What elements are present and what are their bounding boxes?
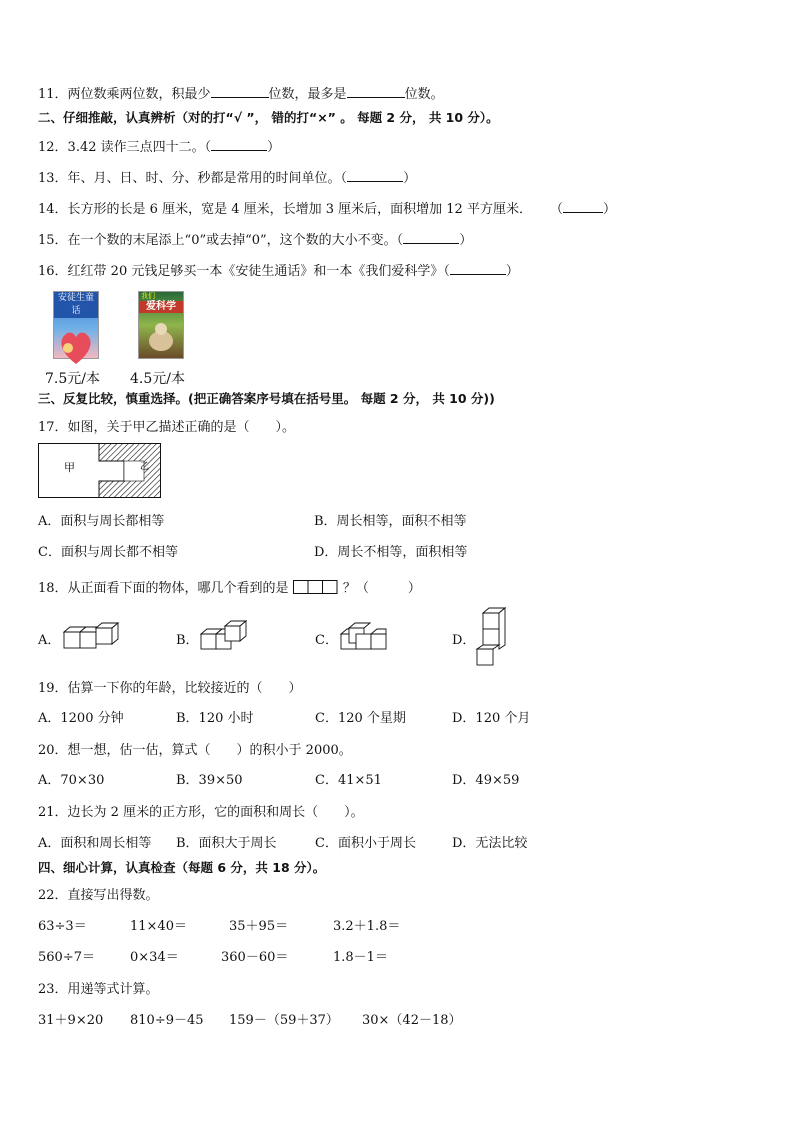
- calc-item: 11×40＝: [130, 919, 187, 934]
- calc-item: 360－60＝: [221, 950, 289, 965]
- animal-illustration: [139, 313, 183, 357]
- price-andersen: 7.5元/本: [45, 371, 100, 387]
- q17-option-a[interactable]: A．面积与周长都相等: [38, 514, 165, 529]
- jia-yi-figure: [38, 443, 162, 499]
- q18-cubes-c: [339, 622, 391, 654]
- calc-item: 3.2＋1.8＝: [333, 919, 401, 934]
- section-4-heading: 四、细心计算，认真检查（每题 6 分，共 18 分）。: [38, 860, 326, 875]
- q17-option-c[interactable]: C．面积与周长都不相等: [38, 545, 178, 560]
- answer-blank[interactable]: [347, 86, 405, 98]
- answer-blank[interactable]: [211, 139, 267, 151]
- question-18: 18．从正面看下面的物体，哪几个看到的是 ？（ ）: [38, 581, 421, 596]
- q18-cubes-d: [475, 607, 507, 667]
- calc-item: 0×34＝: [130, 950, 179, 965]
- question-12: 12．3.42 读作三点四十二。（ ）: [38, 140, 281, 155]
- calc-item: 30×（42－18）: [362, 1013, 462, 1028]
- question-11: 11．两位数乘两位数，积最少 位数，最多是 位数。: [38, 87, 444, 102]
- q18-cubes-b: [199, 620, 253, 654]
- question-19: 19．估算一下你的年龄，比较接近的（ ）: [38, 681, 302, 696]
- q20-option-c[interactable]: C．41×51: [315, 773, 382, 788]
- question-13: 13．年、月、日、时、分、秒都是常用的时间单位。（ ）: [38, 171, 417, 186]
- calc-item: 810÷9－45: [130, 1013, 204, 1028]
- heart-illustration: [54, 318, 98, 370]
- question-20: 20．想一想，估一估，算式（ ）的积小于 2000。: [38, 743, 352, 758]
- answer-blank[interactable]: [211, 86, 269, 98]
- answer-blank[interactable]: [450, 263, 506, 275]
- answer-blank[interactable]: [563, 201, 603, 213]
- book-cover-science: 我们 爱科学: [138, 291, 184, 359]
- q20-option-b[interactable]: B．39×50: [176, 773, 243, 788]
- question-14: 14．长方形的长是 6 厘米，宽是 4 厘米，长增加 3 厘米后，面积增加 12 平方厘米． （ ）: [38, 202, 616, 217]
- question-15: 15．在一个数的末尾添上“0”或去掉“0”，这个数的大小不变。（ ）: [38, 233, 473, 248]
- question-17: 17．如图，关于甲乙描述正确的是（ ）。: [38, 420, 296, 435]
- q21-option-a[interactable]: A．面积和周长相等: [38, 836, 152, 851]
- q21-option-d[interactable]: D．无法比较: [452, 836, 528, 851]
- calc-item: 31＋9×20: [38, 1013, 104, 1028]
- question-22: 22．直接写出得数。: [38, 888, 159, 903]
- q20-option-a[interactable]: A．70×30: [38, 773, 105, 788]
- q21-option-b[interactable]: B．面积大于周长: [176, 836, 277, 851]
- q18-option-a[interactable]: A．: [38, 633, 61, 648]
- answer-blank[interactable]: [347, 170, 403, 182]
- label-yi: 乙: [140, 462, 150, 472]
- q19-option-a[interactable]: A．1200 分钟: [38, 711, 124, 726]
- calc-item: 35＋95＝: [229, 919, 289, 934]
- q18-option-d[interactable]: D．: [452, 633, 476, 648]
- answer-blank[interactable]: [403, 232, 459, 244]
- q18-option-b[interactable]: B．: [176, 633, 199, 648]
- three-squares-view: [293, 580, 339, 594]
- q17-option-d[interactable]: D．周长不相等，面积相等: [314, 545, 468, 560]
- calc-item: 560÷7＝: [38, 950, 95, 965]
- q19-option-d[interactable]: D．120 个月: [452, 711, 531, 726]
- q19-option-c[interactable]: C．120 个星期: [315, 711, 406, 726]
- label-jia: 甲: [64, 461, 75, 474]
- q18-option-c[interactable]: C．: [315, 633, 338, 648]
- calc-item: 63÷3＝: [38, 919, 87, 934]
- q20-option-d[interactable]: D．49×59: [452, 773, 520, 788]
- question-16: 16．红红带 20 元钱足够买一本《安徒生通话》和一本《我们爱科学》（ ）: [38, 264, 519, 279]
- calc-item: 159－（59＋37）: [229, 1013, 339, 1028]
- q18-cubes-a: [62, 622, 122, 652]
- q17-option-b[interactable]: B．周长相等，面积不相等: [314, 514, 467, 529]
- book-cover-andersen: 安徒生童话: [53, 291, 99, 359]
- calc-item: 1.8－1＝: [333, 950, 388, 965]
- question-23: 23．用递等式计算。: [38, 982, 159, 997]
- section-2-heading: 二、仔细推敲，认真辨析（对的打“√ ”， 错的打“×” 。 每题 2 分， 共 10 分）。: [38, 110, 499, 125]
- price-science: 4.5元/本: [130, 371, 185, 387]
- q21-option-c[interactable]: C．面积小于周长: [315, 836, 416, 851]
- q19-option-b[interactable]: B．120 小时: [176, 711, 254, 726]
- question-21: 21．边长为 2 厘米的正方形，它的面积和周长（ ）。: [38, 805, 364, 820]
- section-3-heading: 三、反复比较，慎重选择。(把正确答案序号填在括号里。 每题 2 分， 共 10 分)): [38, 391, 495, 406]
